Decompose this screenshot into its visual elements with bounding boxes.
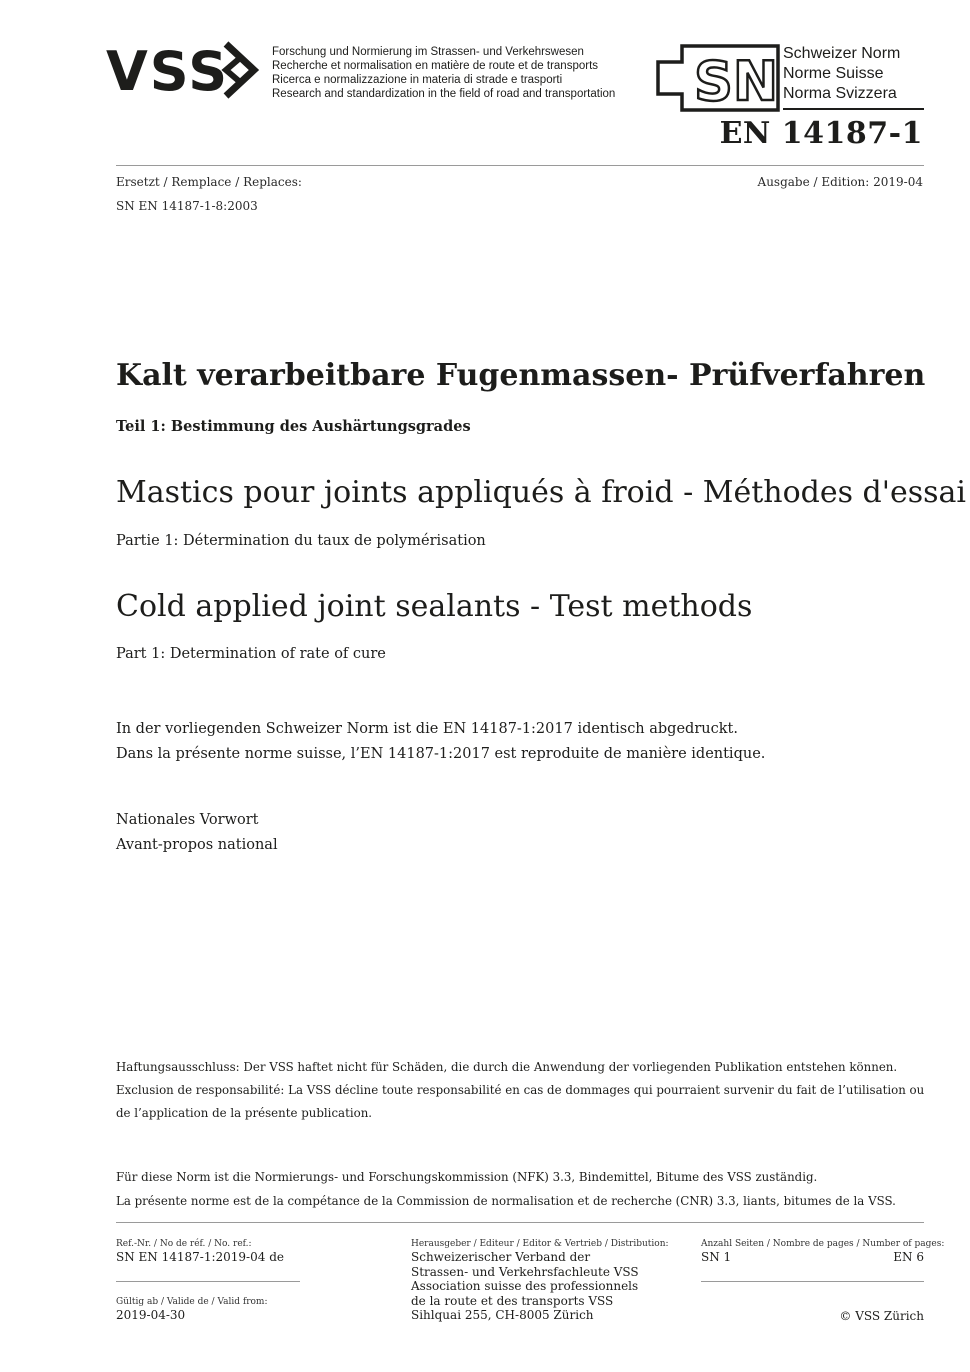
sn-name-de: Schweizer Norm bbox=[783, 45, 901, 62]
pages-label: Anzahl Seiten / Nombre de pages / Number of pages: bbox=[701, 1239, 945, 1249]
subtitle-de: Teil 1: Bestimmung des Aushärtungsgrades bbox=[116, 418, 471, 435]
disclaimer-line: Haftungsausschluss: Der VSS haftet nicht für Schäden, die durch die Anwendung der vorliegenden Publikation entstehen können. bbox=[116, 1060, 898, 1074]
ref-value: SN EN 14187-1:2019-04 de bbox=[116, 1250, 284, 1264]
vss-description-line: Recherche et normalisation en matière de route et de transports bbox=[272, 60, 599, 72]
disclaimer-line: Exclusion de responsabilité: La VSS décline toute responsabilité en cas de dommages qui pourraient survenir du fait de l’utilisation ou bbox=[116, 1083, 925, 1097]
sn-names bbox=[783, 44, 900, 104]
foreword-de: Nationales Vorwort bbox=[116, 812, 259, 828]
edition: Ausgabe / Edition: 2019-04 bbox=[757, 175, 923, 189]
publisher-line: de la route et des transports VSS bbox=[411, 1293, 614, 1308]
footer-left-divider bbox=[116, 1281, 300, 1282]
ref-label: Ref.-Nr. / No de réf. / No. ref.: bbox=[116, 1239, 252, 1249]
publisher-line: Strassen- und Verkehrsfachleute VSS bbox=[411, 1264, 639, 1279]
vss-description bbox=[272, 45, 615, 101]
competence-line: La présente norme est de la compétance de la Commission de normalisation et de recherche (CNR) 3.3, liants, bitumes de la VSS. bbox=[116, 1194, 896, 1208]
replaces-value: SN EN 14187-1-8:2003 bbox=[116, 199, 258, 213]
sn-underline bbox=[783, 108, 924, 110]
publisher-label: Herausgeber / Editeur / Editor & Vertrieb / Distribution: bbox=[411, 1239, 669, 1249]
foreword-fr: Avant-propos national bbox=[116, 837, 278, 853]
copyright: © VSS Zürich bbox=[839, 1309, 924, 1323]
publisher-address bbox=[411, 1250, 639, 1323]
footer-right-divider bbox=[701, 1281, 924, 1282]
subtitle-fr: Partie 1: Détermination du taux de polymérisation bbox=[116, 533, 486, 549]
vss-logo-text: VSS bbox=[106, 40, 230, 100]
publisher-line: Schweizerischer Verband der bbox=[411, 1250, 591, 1264]
sn-logo-text: SN bbox=[694, 50, 779, 112]
identical-note-fr: Dans la présente norme suisse, l’EN 14187-1:2017 est reproduite de manière identique. bbox=[116, 746, 766, 762]
identical-note-de: In der vorliegenden Schweizer Norm ist die EN 14187-1:2017 identisch abgedruckt. bbox=[116, 721, 738, 737]
sn-name-fr: Norme Suisse bbox=[783, 65, 884, 82]
subtitle-en: Part 1: Determination of rate of cure bbox=[116, 646, 386, 662]
competence-line: Für diese Norm ist die Normierungs- und Forschungskommission (NFK) 3.3, Bindemittel, Bitume des VSS zuständig. bbox=[116, 1170, 818, 1184]
pages-en: EN 6 bbox=[893, 1250, 924, 1264]
sn-name-it: Norma Svizzera bbox=[783, 85, 897, 102]
title-fr: Mastics pour joints appliqués à froid - Méthodes d'essai bbox=[116, 475, 967, 510]
sn-logo bbox=[656, 44, 780, 112]
vss-logo bbox=[106, 40, 266, 100]
disclaimer-line: de l’application de la présente publication. bbox=[116, 1106, 373, 1120]
document-number: EN 14187-1 bbox=[719, 116, 923, 151]
valid-label: Gültig ab / Valide de / Valid from: bbox=[116, 1297, 268, 1307]
replaces-label: Ersetzt / Remplace / Replaces: bbox=[116, 175, 302, 189]
valid-value: 2019-04-30 bbox=[116, 1308, 186, 1322]
pages-sn: SN 1 bbox=[701, 1250, 732, 1264]
title-de: Kalt verarbeitbare Fugenmassen- Prüfverfahren bbox=[116, 358, 926, 393]
header-divider bbox=[116, 165, 924, 166]
publisher-line: Sihlquai 255, CH-8005 Zürich bbox=[411, 1308, 594, 1323]
footer-divider bbox=[116, 1222, 924, 1223]
vss-description-line: Forschung und Normierung im Strassen- und Verkehrswesen bbox=[272, 46, 584, 58]
vss-description-line: Research and standardization in the field of road and transportation bbox=[272, 88, 616, 100]
publisher-line: Association suisse des professionnels bbox=[411, 1279, 639, 1294]
vss-description-line: Ricerca e normalizzazione in materia di strade e trasporti bbox=[272, 74, 563, 86]
title-en: Cold applied joint sealants - Test methods bbox=[116, 589, 753, 624]
